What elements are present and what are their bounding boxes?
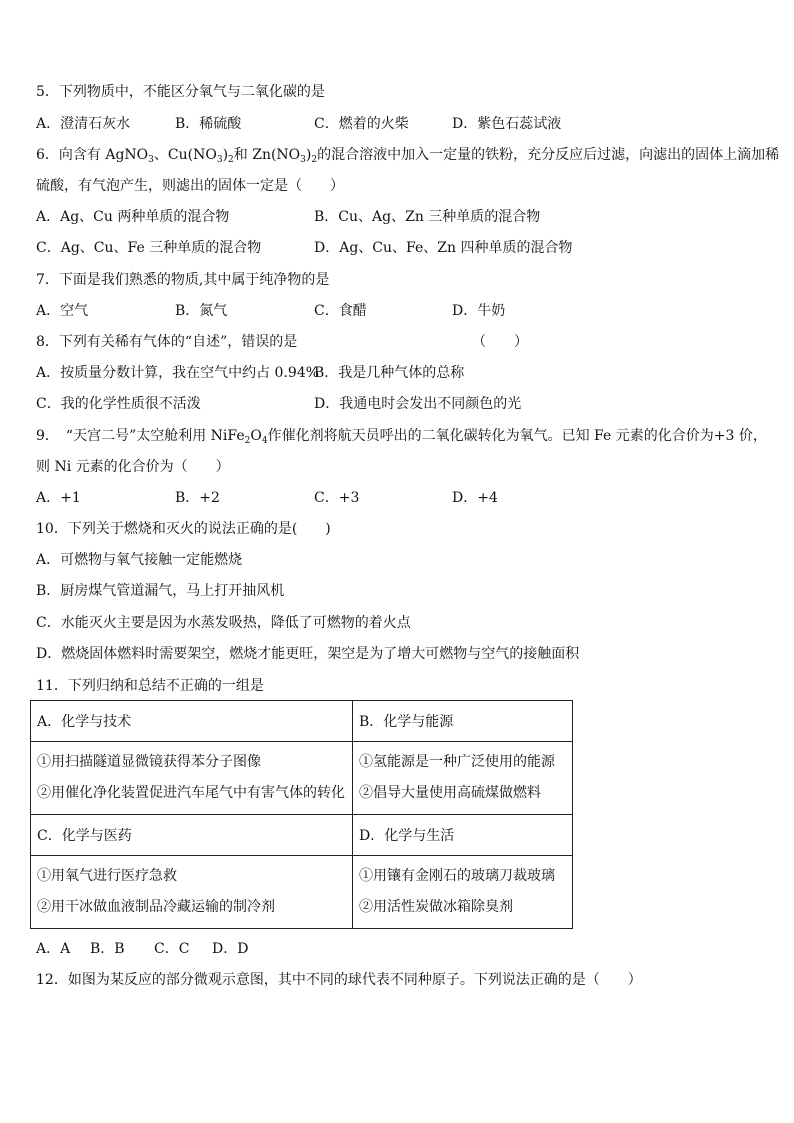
q11-stem: 11．下列归纳和总结不正确的一组是 <box>36 678 264 694</box>
q9-stem-text-1: 9． “天宫二号”太空舱利用 NiFe <box>36 428 245 444</box>
table-cell-b-title: B．化学与能源 <box>353 701 573 742</box>
q10-option-d: D．燃烧固体燃料时需要架空，燃烧才能更旺，架空是为了增大可燃物与空气的接触面积 <box>36 646 580 662</box>
q6-option-c: C．Ag、Cu、Fe 三种单质的混合物 <box>36 240 262 256</box>
q9-sub-2: 4 <box>261 436 268 446</box>
table-cell-a-title: A．化学与技术 <box>31 701 353 742</box>
table-cell-d-title: D．化学与生活 <box>353 815 573 856</box>
q9-option-c: C．+3 <box>314 490 360 506</box>
q7-option-b: B．氮气 <box>175 303 228 319</box>
q6-option-b: B．Cu、Ag、Zn 三种单质的混合物 <box>314 209 541 225</box>
q7-option-d: D．牛奶 <box>452 303 506 319</box>
table-item: ②倡导大量使用高硫煤做燃料 <box>359 785 541 801</box>
q6-stem <box>36 146 779 164</box>
q7-option-c: C．食醋 <box>314 303 367 319</box>
q8-option-a: A．按质量分数计算，我在空气中约占 0.94% <box>36 365 320 381</box>
table-cell-a-items <box>31 742 353 815</box>
q9-stem-text-3: 作催化剂将航天员呼出的二氧化碳转化为氧气。已知 Fe 元素的化合价为+3 价， <box>267 428 767 444</box>
q6-stem-text-3: ) <box>222 147 229 163</box>
table-item: ①用氧气进行医疗急救 <box>37 868 177 884</box>
q5-option-a: A．澄清石灰水 <box>36 116 131 132</box>
q9-option-a: A．+1 <box>36 490 81 506</box>
table-cell-d-items <box>353 856 573 929</box>
q5-option-d: D．紫色石蕊试液 <box>452 116 562 132</box>
q6-sub-2: 3 <box>216 155 223 165</box>
q12-stem: 12．如图为某反应的部分微观示意图，其中不同的球代表不同种原子。下列说法正确的是（ ） <box>36 972 642 988</box>
table-item: ①用扫描隧道显微镜获得苯分子图像 <box>37 754 261 770</box>
q11-option-c: C．C <box>154 941 190 957</box>
q10-option-a: A．可燃物与氧气接触一定能燃烧 <box>36 552 243 568</box>
table-item: ①用镶有金刚石的玻璃刀裁玻璃 <box>359 868 555 884</box>
q8-option-c: C．我的化学性质很不活泼 <box>36 396 201 412</box>
q5-stem: 5．下列物质中，不能区分氧气与二氧化碳的是 <box>36 84 325 100</box>
table-item: ②用干冰做血液制品冷藏运输的制冷剂 <box>37 899 275 915</box>
q8-option-d: D．我通电时会发出不同颜色的光 <box>314 396 522 412</box>
table-cell-b-items <box>353 742 573 815</box>
q5-option-c: C．燃着的火柴 <box>314 116 409 132</box>
q9-stem <box>36 427 767 445</box>
table-item: ②用催化净化装置促进汽车尾气中有害气体的转化 <box>37 785 345 801</box>
q6-stem-line2: 硫酸，有气泡产生，则滤出的固体一定是（ ） <box>36 178 344 194</box>
q10-option-c: C．水能灭火主要是因为水蒸发吸热，降低了可燃物的着火点 <box>36 615 411 631</box>
q6-sub-5: 2 <box>311 155 318 165</box>
q6-stem-text-1: 6．向含有 AgNO <box>36 147 149 163</box>
q7-stem: 7．下面是我们熟悉的物质,其中属于纯净物的是 <box>36 272 330 288</box>
q5-option-b: B．稀硫酸 <box>175 116 242 132</box>
q11-option-d: D．D <box>212 941 249 957</box>
q11-summary-table <box>30 700 573 929</box>
q9-option-d: D．+4 <box>452 490 498 506</box>
q10-option-b: B．厨房煤气管道漏气，马上打开抽风机 <box>36 583 285 599</box>
q6-option-a: A．Ag、Cu 两种单质的混合物 <box>36 209 230 225</box>
q7-option-a: A．空气 <box>36 303 89 319</box>
q8-option-b: B．我是几种气体的总称 <box>314 365 465 381</box>
q11-option-b: B．B <box>90 941 125 957</box>
q6-stem-text-2: 、Cu(NO <box>153 147 217 163</box>
q6-stem-text-4: 和 Zn(NO <box>233 147 301 163</box>
q10-stem: 10．下列关于燃烧和灭火的说法正确的是( ) <box>36 521 331 537</box>
table-cell-c-title: C．化学与医药 <box>31 815 353 856</box>
table-cell-c-items <box>31 856 353 929</box>
q8-answer-paren: （ ） <box>472 334 528 350</box>
q9-stem-text-2: O <box>250 428 262 444</box>
q6-sub-1: 3 <box>148 155 154 165</box>
table-item: ②用活性炭做冰箱除臭剂 <box>359 899 513 915</box>
q6-sub-4: 3 <box>300 155 306 165</box>
q11-option-a: A．A <box>36 941 71 957</box>
q9-option-b: B．+2 <box>175 490 220 506</box>
q6-sub-3: 2 <box>228 155 234 165</box>
q9-sub-1: 2 <box>244 436 251 446</box>
q6-stem-text-5: ) <box>305 147 312 163</box>
q9-stem-line2: 则 Ni 元素的化合价为（ ） <box>36 459 230 475</box>
q8-stem: 8．下列有关稀有气体的“自述”，错误的是 <box>36 334 298 350</box>
table-item: ①氢能源是一种广泛使用的能源 <box>359 754 555 770</box>
q6-stem-text-6: 的混合溶液中加入一定量的铁粉，充分反应后过滤，向滤出的固体上滴加稀 <box>317 147 780 163</box>
q6-option-d: D．Ag、Cu、Fe、Zn 四种单质的混合物 <box>314 240 573 256</box>
